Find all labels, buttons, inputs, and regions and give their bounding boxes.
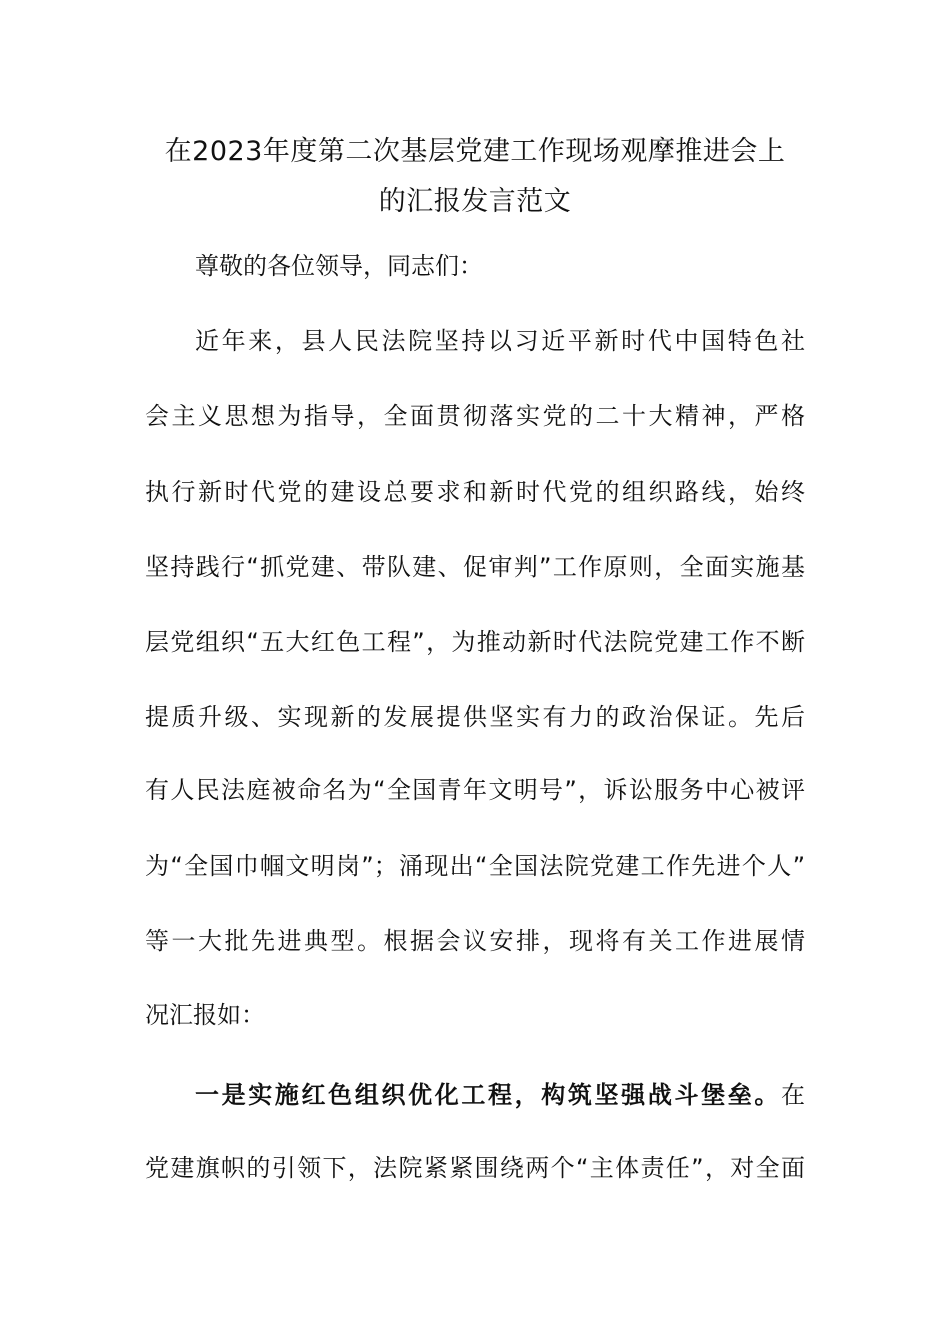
paragraph-1-line: 会主义思想为指导，全面贯彻落实党的二十大精神，严格 <box>145 402 805 430</box>
paragraph-1-line: 有人民法庭被命名为“全国青年文明号”，诉讼服务中心被评 <box>145 776 805 804</box>
paragraph-1-line: 为“全国巾帼文明岗”；涌现出“全国法院党建工作先进个人” <box>145 852 805 880</box>
paragraph-1-line: 况汇报如： <box>145 1001 265 1029</box>
paragraph-2-heading: 一是实施红色组织优化工程，构筑坚强战斗堡垒。 <box>195 1081 781 1109</box>
document-title-line-2: 的汇报发言范文 <box>378 186 572 217</box>
paragraph-1-line: 提质升级、实现新的发展提供坚实有力的政治保证。先后 <box>145 703 805 731</box>
paragraph-1-line: 近年来，县人民法院坚持以习近平新时代中国特色社 <box>195 327 805 355</box>
paragraph-1-line: 执行新时代党的建设总要求和新时代党的组织路线，始终 <box>145 478 805 506</box>
paragraph-2-line: 党建旗帜的引领下，法院紧紧围绕两个“主体责任”，对全面 <box>145 1154 805 1182</box>
document-title-line-1: 在2023年度第二次基层党建工作现场观摩推进会上 <box>164 136 786 167</box>
paragraph-2-first-line <box>195 1077 805 1113</box>
salutation: 尊敬的各位领导，同志们： <box>195 252 483 280</box>
paragraph-1-line: 坚持践行“抓党建、带队建、促审判”工作原则，全面实施基 <box>145 553 805 581</box>
paragraph-1-line: 层党组织“五大红色工程”，为推动新时代法院党建工作不断 <box>145 628 805 656</box>
paragraph-1-line: 等一大批先进典型。根据会议安排，现将有关工作进展情 <box>145 927 805 955</box>
paragraph-2-line-1-tail: 在 <box>781 1081 805 1109</box>
